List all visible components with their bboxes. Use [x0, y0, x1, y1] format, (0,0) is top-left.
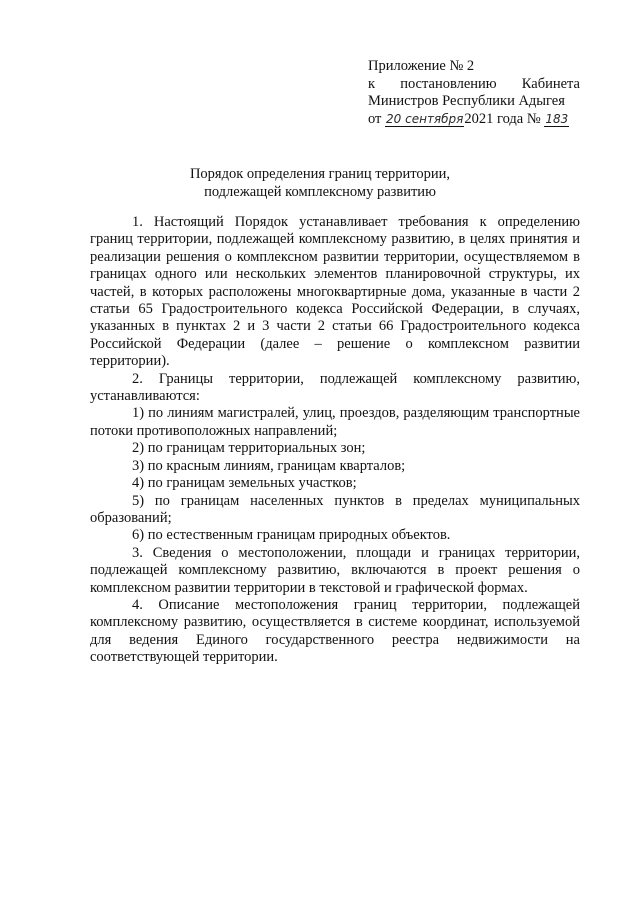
appendix-number: Приложение № 2	[368, 58, 475, 74]
paragraph-2: 2. Границы территории, подлежащей комплексному развитию, устанавливаются:	[90, 370, 580, 405]
list-item-6: 6) по естественным границам природных объектов.	[132, 527, 451, 544]
date-suffix: 2021 года №	[464, 110, 541, 127]
appendix-date-line	[368, 111, 580, 129]
handwritten-date: 20 сентября	[386, 111, 464, 126]
appendix-authority: Министров Республики Адыгея	[368, 93, 565, 109]
document-title	[90, 165, 550, 201]
appendix-reference-word: Кабинета	[521, 75, 580, 92]
list-item-2: 2) по границам территориальных зон;	[132, 440, 366, 457]
document-body	[90, 214, 580, 667]
paragraph-1: 1. Настоящий Порядок устанавливает требования к определению границ территории, подлежащей комплексному развитию, в целях принятия и реализации решения о комплексном развитии территории, осуществляемом в границах одного или нескольких элементов планировочной структуры, их частей, в которых расположены многоквартирные дома, указанные в части 2 статьи 65 Градостроительного кодекса Российской Федерации, в случаях, указанных в пунктах 2 и 3 части 2 статьи 66 Градостроительного кодекса Российской Федерации (далее – решение о комплексном развитии территории).	[90, 214, 580, 370]
appendix-reference	[368, 76, 580, 94]
title-line-1: Порядок определения границ территории,	[189, 166, 451, 182]
handwritten-number: 183	[545, 111, 569, 126]
title-line-2: подлежащей комплексному развитию	[204, 184, 436, 200]
paragraph-3: 3. Сведения о местоположении, площади и границах территории, подлежащей комплексному развитию, включаются в проект решения о комплексном развитии территории в текстовой и графической формах.	[90, 544, 580, 596]
appendix-reference-word: к	[368, 75, 376, 92]
date-prefix: от	[368, 110, 382, 127]
appendix-reference-word: постановлению	[400, 75, 497, 92]
list-item-1: 1) по линиям магистралей, улиц, проездов, разделяющим транспортные потоки противоположных направлений;	[90, 405, 580, 439]
list-item-3: 3) по красным линиям, границам кварталов;	[132, 457, 406, 474]
paragraph-4: 4. Описание местоположения границ территории, подлежащей комплексному развитию, осуществляется в системе координат, используемой для ведения Единого государственного реестра недвижимости на соответствующей территории.	[90, 596, 580, 666]
appendix-block	[368, 58, 580, 128]
list-item-5: 5) по границам населенных пунктов в пределах муниципальных образований;	[90, 492, 580, 526]
list-item-4: 4) по границам земельных участков;	[132, 475, 357, 492]
